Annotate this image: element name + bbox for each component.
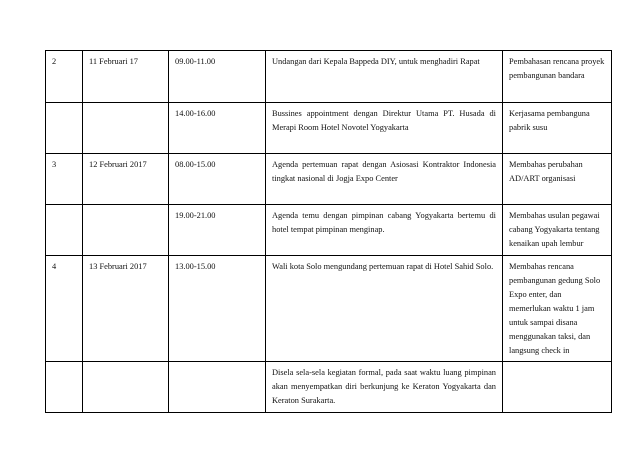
schedule-table bbox=[45, 50, 612, 413]
cell-time bbox=[169, 362, 266, 413]
cell-number bbox=[46, 103, 83, 154]
cell-time: 19.00-21.00 bbox=[169, 205, 266, 256]
cell-note: Membahas perubahan AD/ART organisasi bbox=[503, 154, 612, 205]
cell-date: 13 Februari 2017 bbox=[83, 256, 169, 362]
cell-date bbox=[83, 205, 169, 256]
cell-note bbox=[503, 362, 612, 413]
cell-activity: Bussines appointment dengan Direktur Utama PT. Husada di Merapi Room Hotel Novotel Yogyakarta bbox=[266, 103, 503, 154]
table-row bbox=[46, 256, 612, 362]
cell-number bbox=[46, 362, 83, 413]
table-row bbox=[46, 154, 612, 205]
cell-number: 3 bbox=[46, 154, 83, 205]
cell-note: Kerjasama pembanguna pabrik susu bbox=[503, 103, 612, 154]
cell-time: 08.00-15.00 bbox=[169, 154, 266, 205]
cell-note: Membahas usulan pegawai cabang Yogyakarta tentang kenaikan upah lembur bbox=[503, 205, 612, 256]
cell-number bbox=[46, 205, 83, 256]
cell-activity: Wali kota Solo mengundang pertemuan rapat di Hotel Sahid Solo. bbox=[266, 256, 503, 362]
table-row bbox=[46, 205, 612, 256]
cell-date: 11 Februari 17 bbox=[83, 51, 169, 103]
cell-number: 2 bbox=[46, 51, 83, 103]
cell-activity: Disela sela-sela kegiatan formal, pada saat waktu luang pimpinan akan menyempatkan diri berkunjung ke Keraton Yogyakarta dan Keraton Surakarta. bbox=[266, 362, 503, 413]
table-row bbox=[46, 51, 612, 103]
cell-time: 09.00-11.00 bbox=[169, 51, 266, 103]
cell-date bbox=[83, 103, 169, 154]
cell-activity: Agenda temu dengan pimpinan cabang Yogyakarta bertemu di hotel tempat pimpinan menginap. bbox=[266, 205, 503, 256]
cell-time: 14.00-16.00 bbox=[169, 103, 266, 154]
cell-date bbox=[83, 362, 169, 413]
cell-note: Pembahasan rencana proyek pembangunan bandara bbox=[503, 51, 612, 103]
cell-activity: Undangan dari Kepala Bappeda DIY, untuk menghadiri Rapat bbox=[266, 51, 503, 103]
table-row bbox=[46, 103, 612, 154]
cell-number: 4 bbox=[46, 256, 83, 362]
cell-time: 13.00-15.00 bbox=[169, 256, 266, 362]
cell-date: 12 Februari 2017 bbox=[83, 154, 169, 205]
cell-note: Membahas rencana pembangunan gedung Solo Expo enter, dan memerlukan waktu 1 jam untuk sampai disana menggunakan taksi, dan langsung check in bbox=[503, 256, 612, 362]
cell-activity: Agenda pertemuan rapat dengan Asiosasi Kontraktor Indonesia tingkat nasional di Jogja Expo Center bbox=[266, 154, 503, 205]
table-row bbox=[46, 362, 612, 413]
